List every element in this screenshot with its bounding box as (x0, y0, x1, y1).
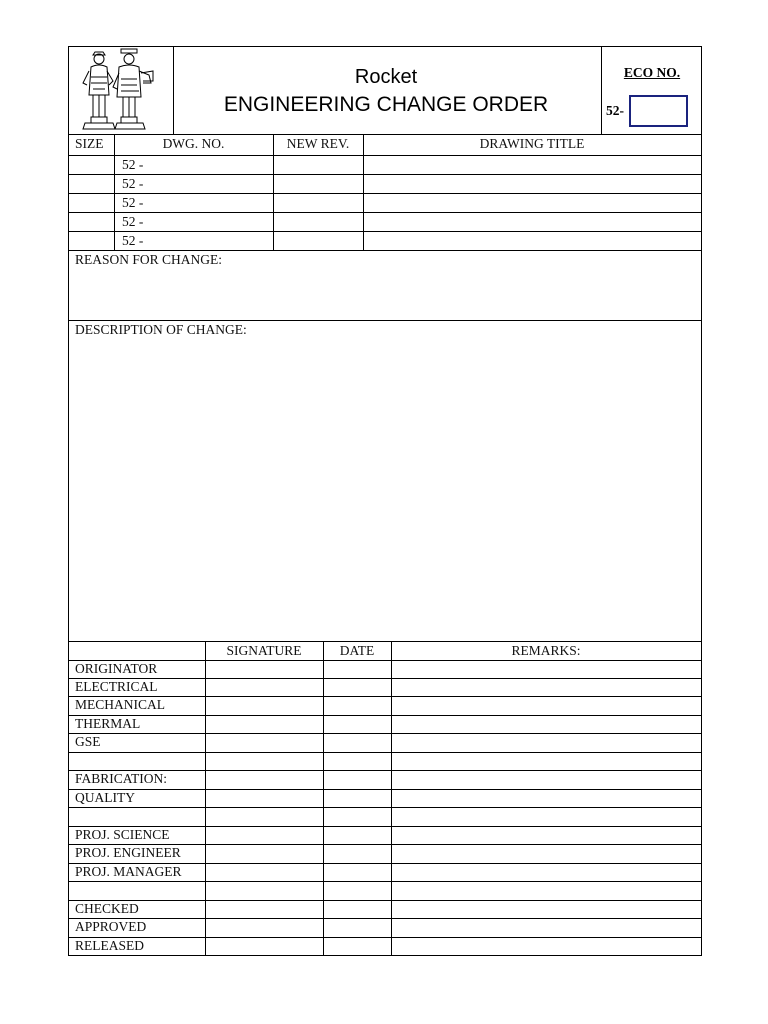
divider (69, 193, 701, 194)
divider (69, 660, 701, 661)
divider (69, 231, 701, 232)
header-subtitle: ENGINEERING CHANGE ORDER (223, 93, 549, 116)
divider (69, 174, 701, 175)
divider (601, 47, 602, 134)
dwg-no-cell[interactable]: 52 - (122, 195, 144, 210)
approval-row-label: RELEASED (75, 938, 144, 953)
description-of-change-field[interactable] (69, 339, 701, 641)
approval-row-label: PROJ. SCIENCE (75, 827, 170, 842)
reason-for-change-field[interactable] (69, 269, 701, 319)
divider (69, 789, 701, 790)
divider (69, 900, 701, 901)
divider (69, 212, 701, 213)
divider (69, 937, 701, 938)
approval-row-label: ELECTRICAL (75, 679, 158, 694)
eco-number-label: ECO NO. (623, 65, 681, 80)
reason-for-change-label: REASON FOR CHANGE: (75, 252, 223, 267)
divider (69, 918, 701, 919)
approval-row-label: PROJ. ENGINEER (75, 845, 181, 860)
approval-row-label: CHECKED (75, 901, 139, 916)
divider (69, 733, 701, 734)
approval-row-label: MECHANICAL (75, 697, 165, 712)
col-header-new-rev: NEW REV. (286, 136, 350, 151)
header-title: Rocket (354, 66, 418, 88)
divider (69, 155, 701, 156)
divider (69, 807, 701, 808)
logo (69, 47, 173, 134)
dwg-no-cell[interactable]: 52 - (122, 176, 144, 191)
statues-logo-icon (69, 47, 173, 134)
divider (323, 641, 324, 955)
divider (205, 641, 206, 955)
approval-row-label: ORIGINATOR (75, 661, 158, 676)
divider (69, 678, 701, 679)
col-header-size: SIZE (75, 136, 104, 151)
approval-row-label: APPROVED (75, 919, 147, 934)
eco-number-prefix: 52- (606, 103, 624, 118)
col-header-remarks: REMARKS: (511, 643, 581, 658)
col-header-drawing-title: DRAWING TITLE (479, 136, 585, 151)
description-of-change-label: DESCRIPTION OF CHANGE: (75, 322, 247, 337)
eco-number-input[interactable] (629, 95, 688, 127)
dwg-no-cell[interactable]: 52 - (122, 214, 144, 229)
divider (69, 752, 701, 753)
col-header-date: DATE (339, 643, 375, 658)
approval-row-label: PROJ. MANAGER (75, 864, 182, 879)
approval-row-label: GSE (75, 734, 101, 749)
divider (173, 47, 174, 134)
dwg-no-cell[interactable]: 52 - (122, 157, 144, 172)
divider (391, 641, 392, 955)
col-header-signature: SIGNATURE (226, 643, 302, 658)
approval-row-label: THERMAL (75, 716, 141, 731)
approval-row-label: QUALITY (75, 790, 135, 805)
approval-row-label: FABRICATION: (75, 771, 168, 786)
divider (69, 715, 701, 716)
col-header-dwg-no: DWG. NO. (162, 136, 225, 151)
divider (69, 881, 701, 882)
eco-form (68, 46, 702, 956)
dwg-no-cell[interactable]: 52 - (122, 233, 144, 248)
